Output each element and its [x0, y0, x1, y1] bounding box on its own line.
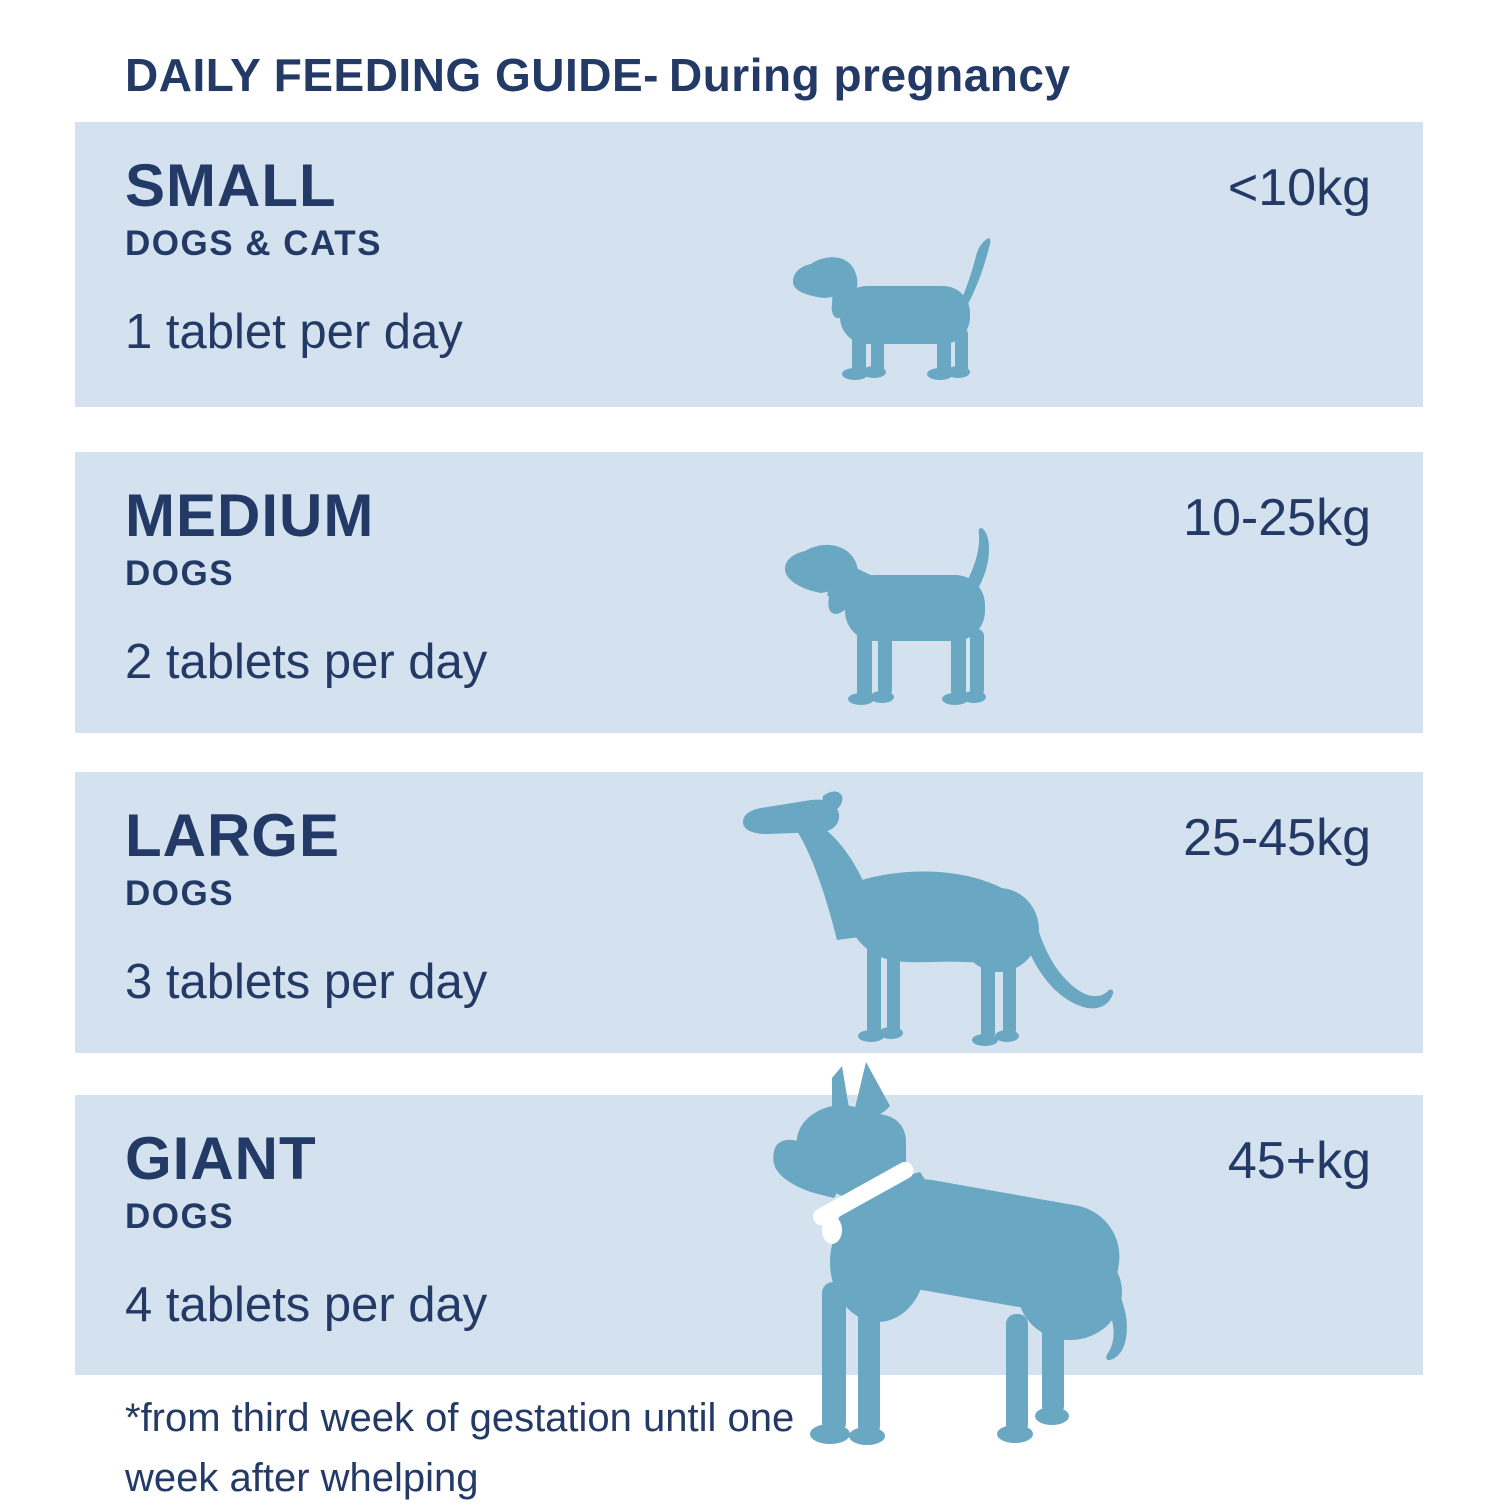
- species-label: DOGS: [125, 874, 235, 913]
- weight-label: 25-45kg: [1183, 809, 1371, 867]
- weight-label: 45+kg: [1227, 1132, 1371, 1190]
- greyhound-icon: [737, 782, 1152, 1047]
- dose-label: 4 tablets per day: [125, 1278, 488, 1332]
- footnote-line-2: week after whelping: [125, 1456, 479, 1500]
- size-label: MEDIUM: [125, 482, 375, 549]
- size-label: GIANT: [125, 1125, 317, 1192]
- footnote: [125, 1388, 794, 1508]
- page-title-sub: During pregnancy: [668, 49, 1071, 101]
- species-label: DOGS: [125, 1197, 235, 1236]
- footnote-line-1: *from third week of gestation until one: [125, 1396, 795, 1440]
- page-title-main: DAILY FEEDING GUIDE-: [125, 49, 659, 101]
- feeding-row-large: [75, 772, 1423, 1053]
- dose-label: 1 tablet per day: [125, 305, 463, 359]
- dose-label: 2 tablets per day: [125, 635, 488, 689]
- dachshund-icon: [785, 222, 1010, 382]
- feeding-row-giant: [75, 1095, 1423, 1375]
- species-label: DOGS & CATS: [125, 224, 382, 263]
- weight-label: <10kg: [1227, 159, 1371, 217]
- beagle-icon: [775, 507, 1040, 712]
- dose-label: 3 tablets per day: [125, 955, 488, 1009]
- weight-label: 10-25kg: [1183, 489, 1371, 547]
- great-dane-icon: [770, 1062, 1142, 1449]
- feeding-row-small: [75, 122, 1423, 407]
- feeding-row-medium: [75, 452, 1423, 733]
- size-label: SMALL: [125, 152, 337, 219]
- page-title: [125, 48, 1071, 102]
- size-label: LARGE: [125, 802, 340, 869]
- species-label: DOGS: [125, 554, 235, 593]
